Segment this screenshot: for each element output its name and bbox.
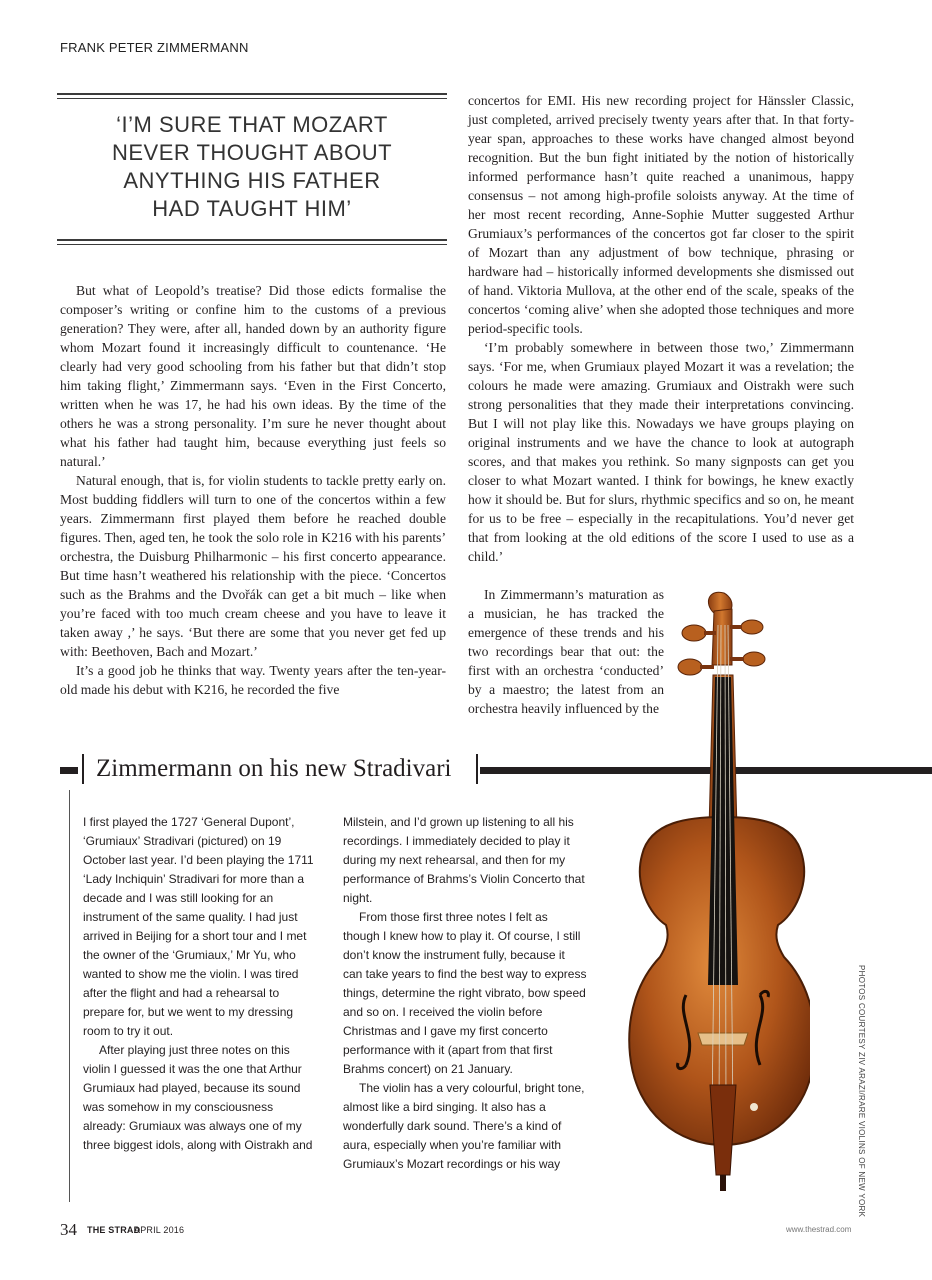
issue-date: APRIL 2016 [134,1225,185,1235]
sidebar-column-2 [343,813,587,1174]
violin-tailpiece [710,1085,736,1175]
pull-quote [57,93,447,245]
sidebar-title: Zimmermann on his new Stradivari [96,755,452,782]
page-number: 34 [60,1220,77,1239]
article-paragraph: In Zimmermann’s maturation as a musician, he has tracked the emergence of these trends and his two recordings bear that out: the first with an orchestra ‘conducted’ by a maestro; the latest from an orchestra heavily influenced by the [468,587,664,716]
photo-credit-text: PHOTOS COURTESY ZIV ARAZI/RARE VIOLINS OF NEW YORK [857,965,866,1218]
sidebar-column-1 [83,813,319,1155]
pull-quote-top-rule [57,93,447,99]
article-paragraph: Natural enough, that is, for violin students to tackle pretty early on. Most budding fiddlers will turn to one of the concertos within a few years. Zimmermann first played them before he reached double figures. Then, aged ten, he took the solo role in K216 with his parents’ orchestra, the Duisburg Philharmonic – his first concerto appearance. But time hasn’t weathered his relationship with the piece. ‘Concertos such as the Brahms and the Dvořák can get a bit much – like when you’re faced with too much cream cheese and you have to leave it taken away ,’ he says. ‘But there are some that you never get fed up with: Beethoven, Bach and Mozart.’ [60,473,446,659]
pull-quote-line: NEVER THOUGHT ABOUT [111,140,393,165]
pull-quote-bottom-rule [57,239,447,245]
sidebar-paragraph: After playing just three notes on this violin I guessed it was the one that Arthur Grumiaux had played, because its sound was somehow in my consciousness already: Grumiaux was always one of my three biggest idols, along with Oistrakh and [83,1043,313,1152]
sidebar-paragraph: From those first three notes I felt as though I knew how to play it. Of course, I still don’t know the instrument fully, because it can take years to find the best way to express things, determine the right vibrato, bow speed and so on. I received the violin before Christmas and I gave my first concerto performance with it (apart from that first Brahms concert) on 21 January. [343,910,587,1076]
article-paragraph: concertos for EMI. His new recording project for Hänssler Classic, just completed, arrived precisely twenty years after that. In that forty-year span, approaches to these works have changed almost beyond recognition. But the bun fight initiated by the notion of historically informed performance hasn’t quite reached a unanimous, happy consensus – not among high-profile soloists anyway. At the time of her most recent recording, Anne-Sophie Mutter suggested Arthur Grumiaux’s performances of the concertos got far closer to the spirit of Mozart than any adjustment of bow technique, phrasing or hardware had – historically informed developments she dismissed out of hand. Viktoria Mullova, at the other end of the scale, speaks of the concertos ‘coming alive’ when she adopted those techniques and more period-specific tools. [468,93,854,336]
article-column-left [60,281,446,699]
violin-photo [620,585,810,1225]
pull-quote-line: ANYTHING HIS FATHER [123,168,381,193]
website-url: www.thestrad.com [786,1225,852,1234]
sidebar-paragraph: The violin has a very colourful, bright tone, almost like a bird singing. It also has a wonderfully dark sound. There’s a kind of aura, especially when you’re familiar with Grumiaux’s Mozart recordings or his way [343,1081,585,1171]
sidebar-frame-rule [69,790,70,1202]
article-paragraph: It’s a good job he thinks that way. Twenty years after the ten-year-old made his debut with K216, he recorded the five [60,663,446,697]
violin-bridge [698,1033,748,1045]
pull-quote-text [57,111,447,223]
sidebar-paragraph: I first played the 1727 ‘General Dupont’, ‘Grumiaux’ Stradivari (pictured) on 19 October last year. I’d been playing the 1711 ‘Lady Inchiquin’ Stradivari for more than a decade and I was still looking for an instrument of the same quality. I had just arrived in Beijing for a short tour and I met the owner of the ‘Grumiaux,’ Mr Yu, who wanted to show me the violin. I was tired after the flight and had a rehearsal to prepare for, but we went to my dressing room to try it out. [83,815,314,1038]
sidebar-rule-vertical [476,754,478,784]
sidebar-rule-vertical [82,754,84,784]
photo-credit [857,965,876,1218]
magazine-name: THE STRAD [87,1225,141,1235]
pull-quote-line: HAD TAUGHT HIM’ [152,196,352,221]
article-column-right [468,91,854,566]
running-head: FRANK PETER ZIMMERMANN [60,40,249,55]
article-paragraph: ‘I’m probably somewhere in between those two,’ Zimmermann says. ‘For me, when Grumiaux played Mozart it was a revelation; the colours he made were amazing. Grumiaux and Oistrakh were such strong personalities that they made their interpretations convincing. But I will not play like this. Nowadays we have groups playing on original instruments and we have the chance to look at autograph scores, and that makes you rethink. So many signposts can get you closer to what Mozart wanted. I think for bowings, he knew exactly how it should be. But for slurs, rhythmic specifics and so on, he meant for us to be free – especially in the recapitulations. You’d never get that from looking at the old editions of the score I used to use as a child.’ [468,340,854,564]
pull-quote-line: ‘I’M SURE THAT MOZART [116,112,388,137]
article-paragraph: But what of Leopold’s treatise? Did those edicts formalise the composer’s writing or confine him to the customs of a previous generation? They were, after all, handed down by an authority figure whom Mozart found it increasingly difficult to countenance. ‘He clearly had very good schooling from his father but that didn’t stop him taking flight,’ Zimmermann says. ‘Even in the First Concerto, written when he was 17, he had his own ideas. By the time of the others he was a strong personality. I’m sure he never thought about what his father had taught him, because everything just feels so natural.’ [60,283,446,469]
sidebar-paragraph: Milstein, and I’d grown up listening to all his recordings. I immediately decided to play it during my next rehearsal, and then for my performance of Brahms’s Violin Concerto that night. [343,815,585,905]
sidebar-rule-block [60,767,78,774]
violin-pegbox [712,609,732,665]
